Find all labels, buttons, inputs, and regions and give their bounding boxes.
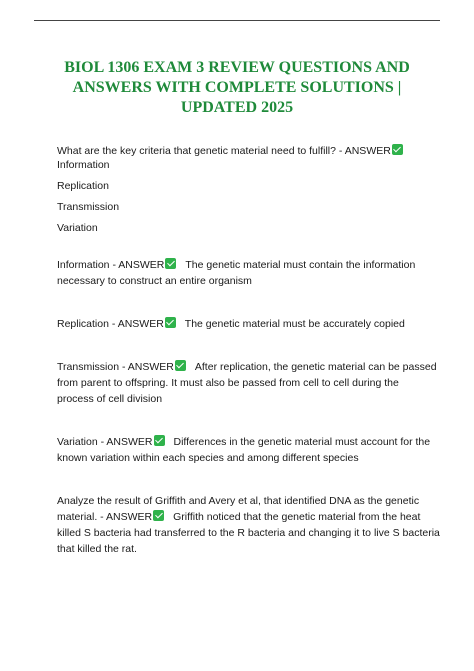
answer-text: The genetic material must contain the information [185, 259, 416, 271]
answer-option: Replication [57, 180, 109, 192]
term-label: Transmission - ANSWER [57, 361, 174, 373]
check-mark-icon [175, 360, 186, 371]
qa-block-information [57, 257, 438, 289]
term-label: Information - ANSWER [57, 259, 165, 271]
answer-text: Griffith noticed that the genetic material from the heat [173, 511, 421, 523]
answer-text: killed S bacteria had transferred to the R bacteria and changing it to live S bacteria [57, 527, 440, 539]
question-text: Analyze the result of Griffith and Avery et al, that identified DNA as the genetic [57, 495, 420, 507]
document-title [40, 58, 434, 118]
title-line-1: BIOL 1306 EXAM 3 REVIEW QUESTIONS AND [64, 59, 410, 76]
answer-text: Differences in the genetic material must account for the [173, 436, 431, 448]
answer-text: from parent to offspring. It must also be passed from cell to cell during the [57, 377, 399, 389]
answer-line [57, 509, 438, 525]
answer-text: After replication, the genetic material can be passed [194, 361, 437, 373]
answer-option: Variation [57, 222, 98, 234]
check-mark-icon [165, 317, 176, 328]
qa-block-variation [57, 434, 438, 466]
answer-line [57, 316, 438, 332]
term-label: Variation - ANSWER [57, 436, 153, 448]
document-body [57, 143, 438, 557]
answer-option: Transmission [57, 201, 120, 213]
answer-line [57, 359, 438, 375]
answer-line [57, 434, 438, 450]
question-text: What are the key criteria that genetic material need to fulfill? - ANSWER [57, 145, 391, 157]
question-line [57, 143, 438, 159]
answer-text: known variation within each species and among different species [57, 452, 359, 464]
answer-text: process of cell division [57, 393, 163, 405]
qa-block-transmission [57, 359, 438, 407]
qa-block-replication [57, 316, 438, 332]
answer-option: Information [57, 159, 110, 171]
check-mark-icon [392, 144, 403, 155]
term-label: material. - ANSWER [57, 511, 153, 523]
check-mark-icon [153, 510, 164, 521]
answer-text: that killed the rat. [57, 543, 137, 555]
top-rule [34, 20, 440, 21]
check-mark-icon [165, 258, 176, 269]
qa-block-criteria [57, 143, 438, 236]
check-mark-icon [154, 435, 165, 446]
answer-text: necessary to construct an entire organism [57, 275, 252, 287]
qa-block-griffith-avery [57, 493, 438, 557]
title-line-2: ANSWERS WITH COMPLETE SOLUTIONS | [72, 79, 402, 96]
title-line-3: UPDATED 2025 [180, 99, 294, 116]
answer-text: The genetic material must be accurately copied [184, 318, 405, 330]
answer-line [57, 257, 438, 273]
term-label: Replication - ANSWER [57, 318, 164, 330]
